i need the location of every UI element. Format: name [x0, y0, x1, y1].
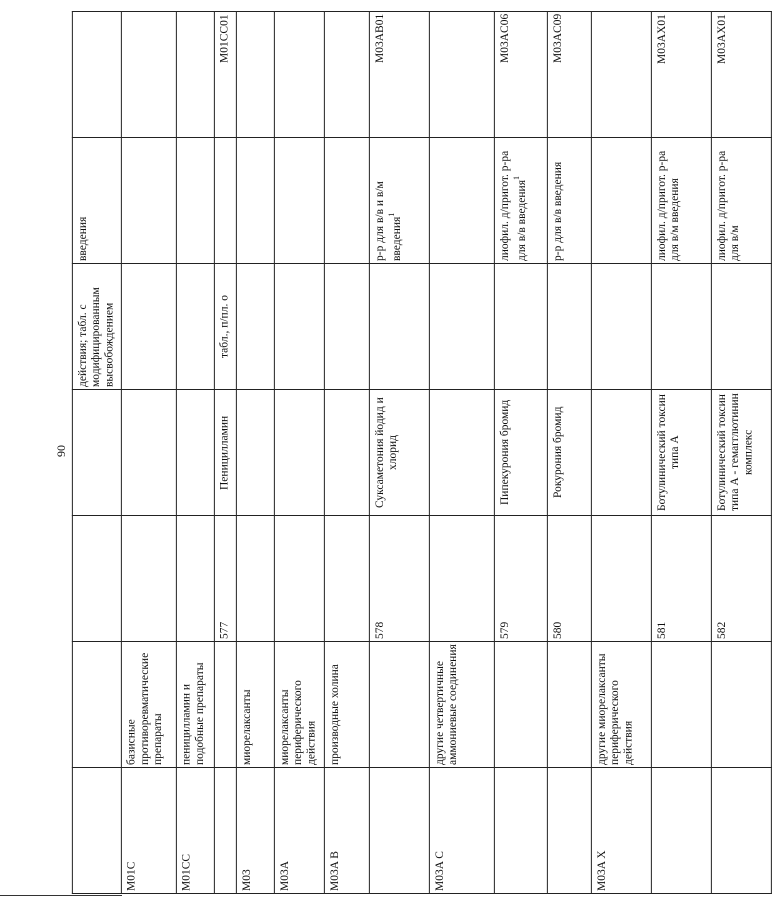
row-dosage-form	[547, 264, 591, 390]
row-drug-name	[236, 390, 274, 516]
page-number: 90	[54, 445, 68, 457]
row-drug-name-text: Пипекурония бромид	[498, 399, 511, 506]
row-drug-name	[651, 390, 711, 516]
table-row	[547, 12, 591, 894]
header-route: введения	[73, 138, 122, 264]
row-number	[429, 516, 494, 642]
row-code	[591, 768, 651, 894]
row-route	[429, 138, 494, 264]
row-code	[494, 768, 547, 894]
header-code	[73, 768, 122, 894]
row-atc-code	[121, 12, 176, 138]
row-code-text: M03	[240, 869, 253, 891]
row-group-text: миорелаксанты	[240, 689, 253, 765]
row-code	[214, 768, 236, 894]
row-number	[176, 516, 214, 642]
header-atc	[73, 12, 122, 138]
row-code	[369, 768, 429, 894]
row-route	[711, 138, 771, 264]
row-code	[324, 768, 369, 894]
row-number	[369, 516, 429, 642]
row-group	[547, 642, 591, 768]
row-dosage-form	[429, 264, 494, 390]
row-atc-code-text: M03AX01	[715, 14, 728, 64]
row-code	[274, 768, 324, 894]
row-route	[369, 138, 429, 264]
table-row	[214, 12, 236, 894]
row-number	[214, 516, 236, 642]
row-atc-code	[176, 12, 214, 138]
row-atc-code	[591, 12, 651, 138]
row-route	[547, 138, 591, 264]
row-group	[591, 642, 651, 768]
row-route	[324, 138, 369, 264]
header-group	[73, 642, 122, 768]
row-code-text: M01C	[125, 861, 138, 891]
table-row	[274, 12, 324, 894]
table-row	[121, 12, 176, 894]
row-route	[214, 138, 236, 264]
row-atc-code	[274, 12, 324, 138]
row-group	[494, 642, 547, 768]
header-name	[73, 390, 122, 516]
row-drug-name	[429, 390, 494, 516]
row-group	[651, 642, 711, 768]
row-drug-name-text: Суксаметония йодид и хлорид	[373, 397, 400, 508]
row-route	[591, 138, 651, 264]
row-number-text: 578	[373, 621, 386, 639]
footnote-marker: 1	[387, 212, 397, 217]
row-group-text: пеницилламин и подобные препараты	[180, 662, 206, 765]
table-row	[711, 12, 771, 894]
table-row	[369, 12, 429, 894]
row-group-text: базисные противоревматические препараты	[125, 652, 165, 765]
row-route	[274, 138, 324, 264]
row-number-text: 582	[715, 621, 728, 639]
row-drug-name	[214, 390, 236, 516]
table-header-row	[73, 12, 122, 894]
row-code-text: M03A X	[595, 850, 608, 891]
row-group-text: другие миорелаксанты периферического действия	[595, 653, 635, 765]
table-row	[494, 12, 547, 894]
row-group	[324, 642, 369, 768]
table-row	[651, 12, 711, 894]
row-route	[236, 138, 274, 264]
row-atc-code	[494, 12, 547, 138]
row-atc-code	[324, 12, 369, 138]
row-code-text: M03A B	[328, 851, 341, 891]
table-row	[429, 12, 494, 894]
row-group-text: миорелаксанты периферического действия	[278, 680, 318, 765]
row-group	[176, 642, 214, 768]
row-drug-name	[324, 390, 369, 516]
row-atc-code-text: M03AC09	[551, 14, 564, 64]
row-atc-code	[547, 12, 591, 138]
row-dosage-form	[711, 264, 771, 390]
row-code-text: M03A	[278, 860, 291, 891]
row-code	[547, 768, 591, 894]
row-code	[651, 768, 711, 894]
row-group	[711, 642, 771, 768]
footnote-rule	[0, 895, 122, 896]
row-atc-code	[429, 12, 494, 138]
row-atc-code	[214, 12, 236, 138]
drug-table-rotated	[72, 11, 755, 894]
footnote-marker: 1	[512, 176, 522, 181]
row-number	[711, 516, 771, 642]
row-route	[121, 138, 176, 264]
row-atc-code	[651, 12, 711, 138]
row-group	[369, 642, 429, 768]
drug-table	[72, 11, 772, 894]
row-route	[494, 138, 547, 264]
row-dosage-form	[324, 264, 369, 390]
row-drug-name-text: Ботулинический токсин типа А	[655, 394, 682, 511]
row-number-text: 579	[498, 621, 511, 639]
row-group-text: другие четвертичные аммониевые соединения	[433, 644, 460, 765]
row-route-text: р-р для в/в введения	[551, 161, 564, 261]
header-form: действия; табл. с модифицированным высвобождением	[73, 264, 122, 390]
row-drug-name	[121, 390, 176, 516]
row-route-text: лиофил. д/пригот. р-ра для в/в введения	[498, 150, 528, 261]
row-group	[429, 642, 494, 768]
row-drug-name-text: Ботулинический токсин типа А - гемагглютинин комплекс	[715, 393, 755, 512]
row-code	[236, 768, 274, 894]
row-number-text: 577	[218, 621, 231, 639]
row-dosage-form	[176, 264, 214, 390]
row-number	[494, 516, 547, 642]
row-route	[176, 138, 214, 264]
header-num	[73, 516, 122, 642]
row-number	[591, 516, 651, 642]
row-number	[121, 516, 176, 642]
row-route-text: р-р для в/в и в/м введения	[373, 181, 403, 261]
row-route	[651, 138, 711, 264]
table-row	[591, 12, 651, 894]
row-dosage-form	[236, 264, 274, 390]
row-code-text: M01CC	[180, 853, 193, 891]
row-dosage-form	[369, 264, 429, 390]
row-dosage-form	[214, 264, 236, 390]
row-code	[711, 768, 771, 894]
row-code	[176, 768, 214, 894]
row-atc-code	[369, 12, 429, 138]
row-atc-code-text: M03AX01	[655, 14, 668, 64]
row-drug-name	[711, 390, 771, 516]
row-dosage-form-text: табл., п/пл. о	[218, 295, 231, 358]
table-row	[176, 12, 214, 894]
row-atc-code-text: M03AB01	[373, 14, 386, 64]
row-drug-name	[591, 390, 651, 516]
row-drug-name	[547, 390, 591, 516]
row-dosage-form	[591, 264, 651, 390]
row-drug-name-text: Рокурония бромид	[551, 406, 564, 499]
row-number	[274, 516, 324, 642]
row-group-text: производные холина	[328, 664, 341, 765]
row-drug-name	[274, 390, 324, 516]
row-route-text: лиофил. д/пригот. р-ра для в/м	[715, 150, 742, 261]
row-dosage-form	[494, 264, 547, 390]
row-number	[547, 516, 591, 642]
row-number	[324, 516, 369, 642]
row-group	[121, 642, 176, 768]
row-code	[429, 768, 494, 894]
row-route-text: лиофил. д/пригот. р-ра для в/м введения	[655, 150, 682, 261]
row-atc-code-text: M01CC01	[218, 14, 231, 63]
table-row	[324, 12, 369, 894]
row-dosage-form	[121, 264, 176, 390]
row-atc-code-text: M03AC06	[498, 14, 511, 64]
row-drug-name	[494, 390, 547, 516]
row-drug-name-text: Пеницилламин	[218, 415, 231, 490]
row-group	[274, 642, 324, 768]
row-number-text: 581	[655, 621, 668, 639]
row-atc-code	[711, 12, 771, 138]
row-code-text: M03A C	[433, 851, 446, 891]
row-drug-name	[369, 390, 429, 516]
row-number	[236, 516, 274, 642]
row-code	[121, 768, 176, 894]
row-number	[651, 516, 711, 642]
row-group	[236, 642, 274, 768]
table-row	[236, 12, 274, 894]
row-dosage-form	[651, 264, 711, 390]
row-atc-code	[236, 12, 274, 138]
row-number-text: 580	[551, 621, 564, 639]
row-drug-name	[176, 390, 214, 516]
row-dosage-form	[274, 264, 324, 390]
row-group	[214, 642, 236, 768]
